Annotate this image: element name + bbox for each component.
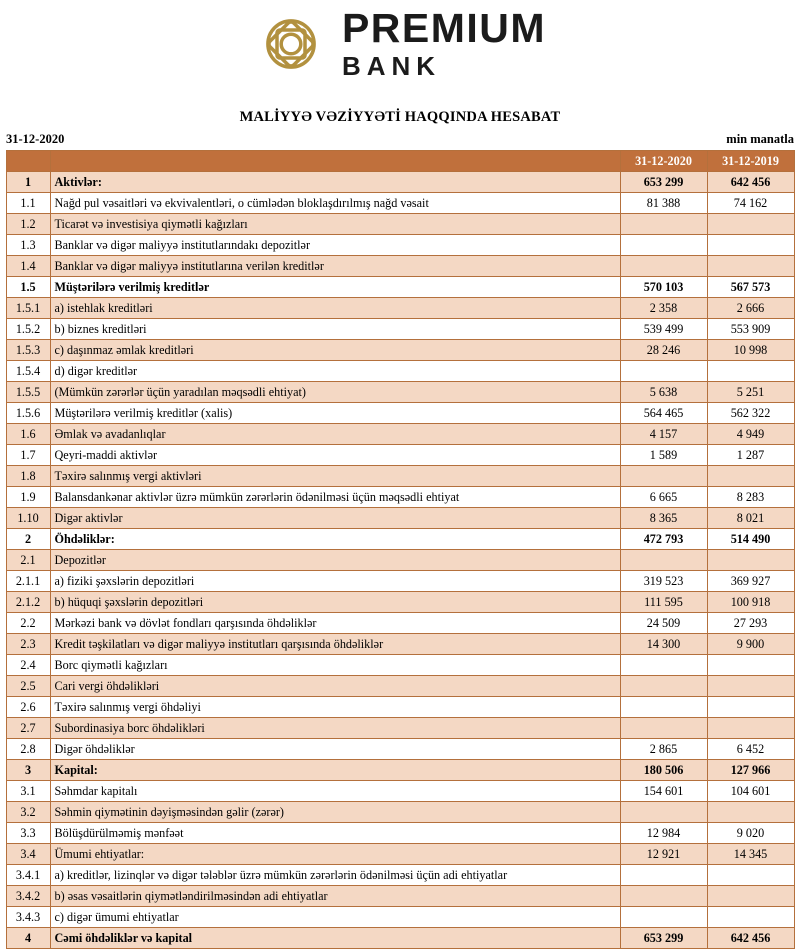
row-value-previous: 567 573	[707, 277, 794, 298]
row-value-previous: 100 918	[707, 592, 794, 613]
row-value-previous: 14 345	[707, 844, 794, 865]
row-number: 2.2	[6, 613, 50, 634]
row-number: 2	[6, 529, 50, 550]
row-value-previous: 5 251	[707, 382, 794, 403]
row-value-current: 653 299	[620, 172, 707, 193]
row-value-previous: 8 283	[707, 487, 794, 508]
table-row	[6, 277, 794, 298]
row-number: 3.4.2	[6, 886, 50, 907]
row-number: 3.4	[6, 844, 50, 865]
row-value-previous: 4 949	[707, 424, 794, 445]
row-number: 1	[6, 172, 50, 193]
row-label: Digər aktivlər	[50, 508, 620, 529]
row-number: 1.5.5	[6, 382, 50, 403]
row-value-previous	[707, 214, 794, 235]
table-body	[6, 172, 794, 949]
row-number: 2.5	[6, 676, 50, 697]
row-value-previous	[707, 865, 794, 886]
table-row	[6, 865, 794, 886]
brand-primary: PREMIUM	[341, 5, 547, 51]
row-label: b) əsas vəsaitlərin qiymətləndirilməsindən adi ehtiyatlar	[50, 886, 620, 907]
row-value-current: 564 465	[620, 403, 707, 424]
table-row	[6, 655, 794, 676]
row-value-current	[620, 235, 707, 256]
row-number: 1.9	[6, 487, 50, 508]
row-label: Təxirə salınmış vergi öhdəliyi	[50, 697, 620, 718]
row-number: 3.4.1	[6, 865, 50, 886]
row-number: 2.8	[6, 739, 50, 760]
row-label: Balansdankənar aktivlər üzrə mümkün zərərlərin ödənilməsi üçün məqsədli ehtiyat	[50, 487, 620, 508]
table-row	[6, 193, 794, 214]
row-label: a) istehlak kreditləri	[50, 298, 620, 319]
table-row	[6, 697, 794, 718]
row-label: Banklar və digər maliyyə institutlarındakı depozitlər	[50, 235, 620, 256]
row-number: 1.8	[6, 466, 50, 487]
row-value-current: 12 921	[620, 844, 707, 865]
table-row	[6, 550, 794, 571]
row-value-current	[620, 214, 707, 235]
row-value-previous: 9 900	[707, 634, 794, 655]
row-value-current: 539 499	[620, 319, 707, 340]
row-value-current: 24 509	[620, 613, 707, 634]
row-value-previous: 27 293	[707, 613, 794, 634]
table-row	[6, 424, 794, 445]
row-number: 1.5.4	[6, 361, 50, 382]
row-value-current: 1 589	[620, 445, 707, 466]
row-value-current: 14 300	[620, 634, 707, 655]
table-row	[6, 361, 794, 382]
table-row	[6, 928, 794, 949]
row-value-current	[620, 886, 707, 907]
row-number: 3.1	[6, 781, 50, 802]
row-value-previous	[707, 886, 794, 907]
row-value-previous: 514 490	[707, 529, 794, 550]
table-row	[6, 802, 794, 823]
row-number: 1.3	[6, 235, 50, 256]
row-label: b) biznes kreditləri	[50, 319, 620, 340]
table-row	[6, 466, 794, 487]
row-value-current: 2 358	[620, 298, 707, 319]
row-number: 1.5.6	[6, 403, 50, 424]
row-value-previous: 562 322	[707, 403, 794, 424]
row-label: Əmlak və avadanlıqlar	[50, 424, 620, 445]
row-label: a) fiziki şəxslərin depozitləri	[50, 571, 620, 592]
table-row	[6, 487, 794, 508]
row-label: (Mümkün zərərlər üçün yaradılan məqsədli ehtiyat)	[50, 382, 620, 403]
row-value-previous	[707, 907, 794, 928]
row-value-current	[620, 676, 707, 697]
row-label: Borc qiymətli kağızları	[50, 655, 620, 676]
row-value-current: 111 595	[620, 592, 707, 613]
row-number: 3.4.3	[6, 907, 50, 928]
row-value-current	[620, 907, 707, 928]
row-number: 1.10	[6, 508, 50, 529]
row-label: Təxirə salınmış vergi aktivləri	[50, 466, 620, 487]
row-value-previous: 553 909	[707, 319, 794, 340]
row-label: Mərkəzi bank və dövlət fondları qarşısında öhdəliklər	[50, 613, 620, 634]
report-meta	[0, 132, 800, 150]
table-row	[6, 760, 794, 781]
row-value-current: 653 299	[620, 928, 707, 949]
table-row	[6, 319, 794, 340]
row-number: 2.1	[6, 550, 50, 571]
brand-header	[0, 0, 800, 83]
row-value-previous: 104 601	[707, 781, 794, 802]
row-label: a) kreditlər, lizinqlər və digər tələblər üzrə mümkün zərərlərin ödənilməsi üçün adi ehtiyatlar	[50, 865, 620, 886]
table-row	[6, 676, 794, 697]
row-value-previous: 2 666	[707, 298, 794, 319]
table-row	[6, 886, 794, 907]
row-value-previous: 74 162	[707, 193, 794, 214]
row-label: Səhmdar kapitalı	[50, 781, 620, 802]
row-label: Cəmi öhdəliklər və kapital	[50, 928, 620, 949]
table-row	[6, 172, 794, 193]
table-header-row	[6, 151, 794, 172]
row-number: 2.1.1	[6, 571, 50, 592]
row-value-current	[620, 697, 707, 718]
table-row	[6, 592, 794, 613]
row-number: 3	[6, 760, 50, 781]
table-row	[6, 634, 794, 655]
row-value-current: 8 365	[620, 508, 707, 529]
row-number: 1.4	[6, 256, 50, 277]
row-value-current	[620, 256, 707, 277]
table-row	[6, 445, 794, 466]
row-label: Qeyri-maddi aktivlər	[50, 445, 620, 466]
row-label: Subordinasiya borc öhdəlikləri	[50, 718, 620, 739]
row-label: Bölüşdürülməmiş mənfəət	[50, 823, 620, 844]
row-value-current: 180 506	[620, 760, 707, 781]
row-number: 2.6	[6, 697, 50, 718]
row-value-current: 570 103	[620, 277, 707, 298]
row-value-previous	[707, 802, 794, 823]
row-value-previous: 127 966	[707, 760, 794, 781]
row-label: Aktivlər:	[50, 172, 620, 193]
celtic-knot-logo-icon	[254, 9, 328, 79]
row-number: 2.7	[6, 718, 50, 739]
table-row	[6, 529, 794, 550]
column-header-period-previous: 31-12-2019	[707, 151, 794, 172]
row-number: 1.5.1	[6, 298, 50, 319]
row-value-current: 4 157	[620, 424, 707, 445]
row-value-previous: 8 021	[707, 508, 794, 529]
table-row	[6, 781, 794, 802]
row-value-current	[620, 655, 707, 676]
row-number: 1.7	[6, 445, 50, 466]
financial-statement-table	[6, 150, 795, 949]
row-value-previous	[707, 718, 794, 739]
row-label: b) hüquqi şəxslərin depozitləri	[50, 592, 620, 613]
row-value-previous: 6 452	[707, 739, 794, 760]
row-value-current	[620, 718, 707, 739]
table-row	[6, 235, 794, 256]
report-date: 31-12-2020	[6, 132, 65, 146]
table-row	[6, 571, 794, 592]
row-number: 1.1	[6, 193, 50, 214]
row-label: c) daşınmaz əmlak kreditləri	[50, 340, 620, 361]
row-value-current	[620, 361, 707, 382]
table-row	[6, 739, 794, 760]
row-label: Müştərilərə verilmiş kreditlər	[50, 277, 620, 298]
row-label: Müştərilərə verilmiş kreditlər (xalis)	[50, 403, 620, 424]
row-number: 2.3	[6, 634, 50, 655]
row-label: Cari vergi öhdəlikləri	[50, 676, 620, 697]
row-value-previous	[707, 235, 794, 256]
row-value-current: 12 984	[620, 823, 707, 844]
row-value-current	[620, 802, 707, 823]
row-label: Ticarət və investisiya qiymətli kağızları	[50, 214, 620, 235]
row-value-previous: 10 998	[707, 340, 794, 361]
table-row	[6, 508, 794, 529]
table-header	[6, 151, 794, 172]
row-number: 2.1.2	[6, 592, 50, 613]
row-value-previous	[707, 466, 794, 487]
row-number: 1.2	[6, 214, 50, 235]
table-row	[6, 613, 794, 634]
brand-secondary: BANK	[341, 51, 442, 81]
row-value-previous: 642 456	[707, 928, 794, 949]
column-header-period-current: 31-12-2020	[620, 151, 707, 172]
column-header-item	[50, 151, 620, 172]
row-value-current: 472 793	[620, 529, 707, 550]
row-value-previous	[707, 655, 794, 676]
row-value-previous	[707, 676, 794, 697]
row-value-previous	[707, 361, 794, 382]
row-label: Nağd pul vəsaitləri və ekvivalentləri, o cümlədən bloklaşdırılmış nağd vəsait	[50, 193, 620, 214]
row-number: 1.5.3	[6, 340, 50, 361]
table-row	[6, 382, 794, 403]
table-row	[6, 718, 794, 739]
table-row	[6, 844, 794, 865]
brand-wordmark	[341, 5, 547, 81]
table-row	[6, 298, 794, 319]
row-number: 1.5	[6, 277, 50, 298]
row-label: Kredit təşkilatları və digər maliyyə institutları qarşısında öhdəliklər	[50, 634, 620, 655]
row-number: 1.5.2	[6, 319, 50, 340]
row-value-current: 2 865	[620, 739, 707, 760]
row-value-current	[620, 466, 707, 487]
row-value-previous: 642 456	[707, 172, 794, 193]
table-row	[6, 907, 794, 928]
column-header-number	[6, 151, 50, 172]
row-label: Kapital:	[50, 760, 620, 781]
table-row	[6, 823, 794, 844]
row-value-current: 6 665	[620, 487, 707, 508]
row-value-previous	[707, 256, 794, 277]
row-label: Digər öhdəliklər	[50, 739, 620, 760]
row-value-previous: 369 927	[707, 571, 794, 592]
row-label: Depozitlər	[50, 550, 620, 571]
row-value-current	[620, 550, 707, 571]
row-label: d) digər kreditlər	[50, 361, 620, 382]
row-label: Səhmin qiymətinin dəyişməsindən gəlir (zərər)	[50, 802, 620, 823]
row-value-previous: 9 020	[707, 823, 794, 844]
row-value-current: 5 638	[620, 382, 707, 403]
row-label: Banklar və digər maliyyə institutlarına verilən kreditlər	[50, 256, 620, 277]
row-number: 1.6	[6, 424, 50, 445]
row-number: 2.4	[6, 655, 50, 676]
row-value-current: 154 601	[620, 781, 707, 802]
row-label: c) digər ümumi ehtiyatlar	[50, 907, 620, 928]
row-value-previous	[707, 697, 794, 718]
row-value-current: 81 388	[620, 193, 707, 214]
table-row	[6, 403, 794, 424]
table-row	[6, 340, 794, 361]
row-value-previous: 1 287	[707, 445, 794, 466]
row-number: 4	[6, 928, 50, 949]
row-label: Öhdəliklər:	[50, 529, 620, 550]
row-number: 3.2	[6, 802, 50, 823]
page-title: MALİYYƏ VƏZİYYƏTİ HAQQINDA HESABAT	[239, 109, 561, 125]
row-label: Ümumi ehtiyatlar:	[50, 844, 620, 865]
row-number: 3.3	[6, 823, 50, 844]
row-value-current	[620, 865, 707, 886]
table-row	[6, 256, 794, 277]
row-value-previous	[707, 550, 794, 571]
report-unit: min manatla	[726, 132, 794, 146]
row-value-current: 319 523	[620, 571, 707, 592]
table-row	[6, 214, 794, 235]
row-value-current: 28 246	[620, 340, 707, 361]
